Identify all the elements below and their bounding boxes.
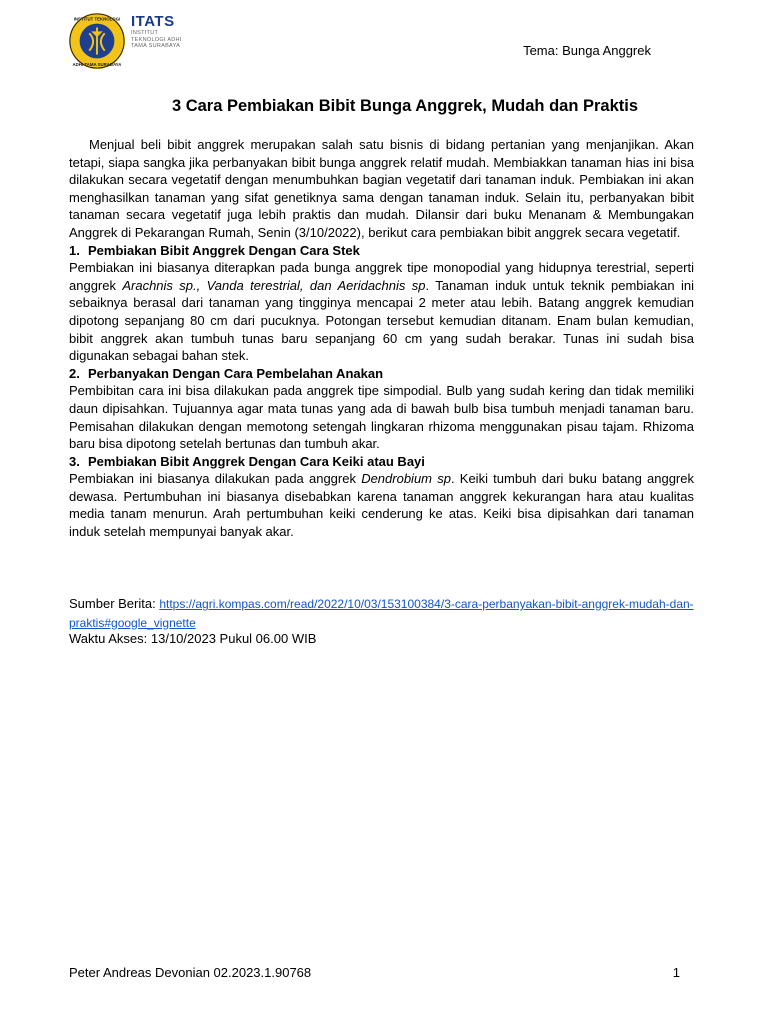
- article-body: [69, 136, 694, 541]
- article-title: 3 Cara Pembiakan Bibit Bunga Anggrek, Mudah dan Praktis: [171, 97, 639, 115]
- paragraph-text: Pembiakan ini biasanya diterapkan pada bunga anggrek tipe monopodial yang hidupnya terestrial, seperti anggrek: [69, 260, 694, 293]
- paragraph-text: . Tanaman induk untuk teknik pembiakan ini sebaiknya berasal dari tanaman yang tingginya mencapai 2 meter atau lebih. Batang anggrek kemudian dipotong sepanjang 80 cm dari pucuknya. Potongan tersebut kemudian ditanam. Enam bulan kemudian, bibit anggrek akan tumbuh tunas baru sepanjang 60 cm yang sudah berakar. Tunas ini sudah bisa digunakan sebagai bahan stek.: [69, 277, 694, 364]
- section-heading-2: [69, 365, 694, 383]
- source-link[interactable]: https://agri.kompas.com/read/2022/10/03/153100384/3-cara-perbanyakan-bibit-anggrek-mudah-dan-praktis#google_vignette: [69, 597, 694, 630]
- svg-text:INSTITUT TEKNOLOGI: INSTITUT TEKNOLOGI: [73, 16, 121, 22]
- section-paragraph-3: [69, 470, 694, 540]
- intro-paragraph: Menjual beli bibit anggrek merupakan salah satu bisnis di bidang pertanian yang menjanjikan. Akan tetapi, siapa sangka jika perbanyakan bibit bunga anggrek relatif mudah. Membiakkan tanaman hias ini bisa dilakukan secara vegetatif dengan menumbuhkan bagian vegetatif dari tanaman induk. Pembiakan ini akan menghasilkan tanaman yang sifat genetiknya sama dengan tanaman induk. Selain itu, perbanyakan bibit tanaman secara vegetatif juga lebih praktis dan mudah. Dilansir dari buku Menanam & Membungakan Anggrek di Pekarangan Rumah, Senin (3/10/2022), berikut cara pembiakan bibit anggrek secara vegetatif.: [69, 137, 694, 240]
- species-italic: Dendrobium sp: [361, 471, 451, 487]
- section-paragraph-2: [69, 382, 694, 452]
- source-label: Sumber Berita:: [69, 596, 160, 611]
- itats-seal-logo: [68, 12, 126, 70]
- section-heading-text: Perbanyakan Dengan Cara Pembelahan Anakan: [88, 365, 384, 381]
- svg-text:ADHI TAMA SURABAYA: ADHI TAMA SURABAYA: [72, 62, 122, 68]
- section-number: 3.: [69, 453, 80, 469]
- source-line: [69, 595, 709, 632]
- section-heading-1: [69, 242, 694, 260]
- section-paragraph-1: [69, 259, 694, 365]
- paragraph-text: Pembiakan ini biasanya dilakukan pada anggrek: [69, 471, 362, 487]
- section-heading-3: [69, 453, 694, 471]
- theme-label: Tema: Bunga Anggrek: [523, 43, 651, 58]
- brand-block: [131, 14, 191, 50]
- access-time: Waktu Akses: 13/10/2023 Pukul 06.00 WIB: [69, 631, 317, 646]
- footer-author: Peter Andreas Devonian 02.2023.1.90768: [69, 965, 312, 980]
- section-heading-text: Pembiakan Bibit Anggrek Dengan Cara Keiki atau Bayi: [88, 453, 425, 469]
- section-number: 1.: [69, 242, 80, 258]
- section-heading-text: Pembiakan Bibit Anggrek Dengan Cara Stek: [88, 242, 360, 258]
- section-number: 2.: [69, 365, 80, 381]
- brand-name: ITATS: [131, 13, 175, 30]
- paragraph-text: Pembibitan cara ini bisa dilakukan pada anggrek tipe simpodial. Bulb yang sudah kering dan tidak memiliki daun dipisahkan. Tujuannya agar mata tunas yang ada di bawah bulb bisa tumbuh menjadi tanaman baru. Pemisahan dilakukan dengan memotong setengah lingkaran rhizoma menggunakan pisau tajam. Rhizoma baru bisa dipotong setelah bertunas dan tumbuh akar.: [69, 383, 694, 452]
- page-number: 1: [672, 965, 680, 980]
- species-italic: Arachnis sp., Vanda terestrial, dan Aeridachnis sp: [122, 277, 426, 293]
- paragraph-text: . Keiki tumbuh dari buku batang anggrek dewasa. Pertumbuhan ini biasanya disebabkan karena tanaman anggrek kekurangan hara atau kualitas media tanam menurun. Arah pertumbuhan keiki cenderung ke atas. Keiki bisa dipisahkan dari tanaman induk setelah mempunyai banyak akar.: [69, 471, 694, 540]
- brand-subtitle: INSTITUT TEKNOLOGI ADHI TAMA SURABAYA: [131, 30, 182, 49]
